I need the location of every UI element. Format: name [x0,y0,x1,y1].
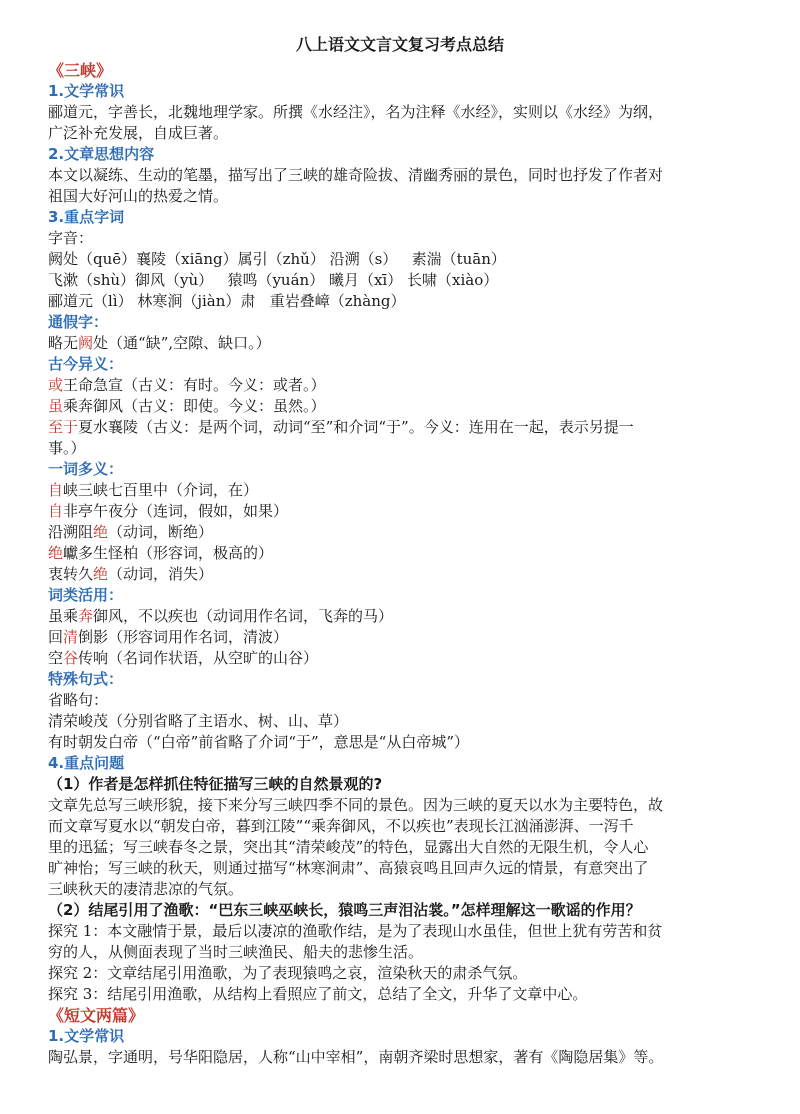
highlight-char: 绝 [93,523,109,541]
text-line: 郦道元，字善长，北魏地理学家。所撰《水经注》，名为注释《水经》，实则以《水经》为纲， [48,103,664,121]
gujin-line: 至于夏水襄陵（古义：是两个词，动词“至”和介词“于”。今义：连用在一起，表示另提一 [48,418,634,436]
answer-line: 探究 3：结尾引用渔歌，从结构上看照应了前文，总结了全文，升华了文章中心。 [48,985,588,1003]
answer-line: 文章先总写三峡形貌，接下来分写三峡四季不同的景色。因为三峡的夏天以水为主要特色，故 [48,796,664,814]
teshu-line: 清荣峻茂（分别省略了主语水、树、山、草） [48,712,349,730]
highlight-char: 清 [63,628,79,646]
answer-line: 旷神怡；写三峡的秋天，则通过描写“林寒涧肃”、高猿哀鸣且回声久远的情景，有意突出了 [48,859,649,877]
heading-thought-content: 2.文章思想内容 [48,145,155,163]
answer-line: 三峡秋天的凄清悲凉的气氛。 [48,880,244,898]
ziyin-line: 阙处（quē）襄陵（xiāng）属引（zhǔ） 沿溯（s） 素湍（tuān） [48,250,506,268]
heading-key-words: 3.重点字词 [48,208,125,226]
ziyin-line: 飞漱（shù）御风（yù） 猿鸣（yuán） 曦月（xī） 长啸（xiào） [48,271,499,289]
highlight-char: 绝 [48,544,64,562]
subheading-cilei: 词类活用： [48,586,124,604]
cilei-line: 空谷传响（名词作状语，从空旷的山谷） [48,649,319,667]
yici-line: 衷转久绝（动词，消失） [48,565,214,583]
cilei-line: 虽乘奔御风，不以疾也（动词用作名词，飞奔的马） [48,607,394,625]
text-line: 本文以凝练、生动的笔墨，描写出了三峡的雄奇险拔、清幽秀丽的景色，同时也抒发了作者对 [48,166,664,184]
section-title-sanxia: 《三峡》 [48,61,113,80]
answer-line: 里的迅猛；写三峡春冬之景，突出其“清荣峻茂”的特色，显露出大自然的无限生机，令人心 [48,838,649,856]
subheading-gujin: 古今异义： [48,355,124,373]
teshu-line: 有时朝发白帝（“白帝”前省略了介词“于”，意思是“从白帝城”） [48,733,470,751]
section-title-duanwen: 《短文两篇》 [48,1006,145,1025]
heading-key-questions: 4.重点问题 [48,754,125,772]
highlight-char: 奔 [78,607,94,625]
text-line: 陶弘景，字通明，号华阳隐居，人称“山中宰相”，南朝齐梁时思想家，著有《陶隐居集》等。 [48,1048,664,1066]
gujin-line: 或王命急宣（古义：有时。今义：或者。） [48,376,326,394]
ziyin-label: 字音： [48,229,94,247]
ziyin-line: 郦道元（lì） 林寒涧（jiàn）肃 重岩叠嶂（zhàng） [48,292,406,310]
page-title: 八上语文文言文复习考点总结 [295,35,504,54]
highlight-char: 阙 [78,334,94,352]
heading-literary-knowledge: 1.文学常识 [48,82,125,100]
gujin-line-cont: 事。） [48,439,86,457]
text-line: 祖国大好河山的热爱之情。 [48,187,229,205]
yici-line: 沿溯阻绝（动词，断绝） [48,523,214,541]
teshu-line: 省略句： [48,691,109,709]
highlight-char: 自 [48,502,64,520]
subheading-teshu: 特殊句式： [48,670,124,688]
subheading-tongjia: 通假字： [48,313,109,331]
answer-line: 探究 1：本文融情于景，最后以凄凉的渔歌作结，是为了表现山水虽佳，但世上犹有劳苦和贫 [48,922,663,940]
tongjia-line: 略无阙处（通“缺”,空隙、缺口。） [48,334,271,352]
cilei-line: 回清倒影（形容词用作名词，清波） [48,628,289,646]
yici-line: 绝巘多生怪柏（形容词，极高的） [48,544,274,562]
highlight-char: 至于 [48,418,79,436]
highlight-char: 自 [48,481,64,499]
answer-line: 探究 2：文章结尾引用渔歌，为了表现猿鸣之哀，渲染秋天的肃杀气氛。 [48,964,528,982]
question-2: （2）结尾引用了渔歌：“巴东三峡巫峡长，猿鸣三声泪沾裳。”怎样理解这一歌谣的作用？ [48,901,641,919]
question-1: （1）作者是怎样抓住特征描写三峡的自然景观的? [48,775,383,793]
highlight-char: 绝 [93,565,109,583]
answer-line: 而文章写夏水以“朝发白帝，暮到江陵”“乘奔御风，不以疾也”表现长江汹涌澎湃、一泻千 [48,817,634,835]
yici-line: 自非亭午夜分（连词，假如，如果） [48,502,289,520]
answer-line: 穷的人，从侧面表现了当时三峡渔民、船夫的悲惨生活。 [48,943,424,961]
subheading-yici: 一词多义： [48,460,124,478]
highlight-char: 虽 [48,397,64,415]
highlight-char: 或 [48,376,64,394]
highlight-char: 谷 [63,649,79,667]
text-line: 广泛补充发展，自成巨著。 [48,124,229,142]
gujin-line: 虽乘奔御风（古义：即使。今义：虽然。） [48,397,326,415]
heading-literary-knowledge-2: 1.文学常识 [48,1027,125,1045]
yici-line: 自峡三峡七百里中（介词，在） [48,481,259,499]
